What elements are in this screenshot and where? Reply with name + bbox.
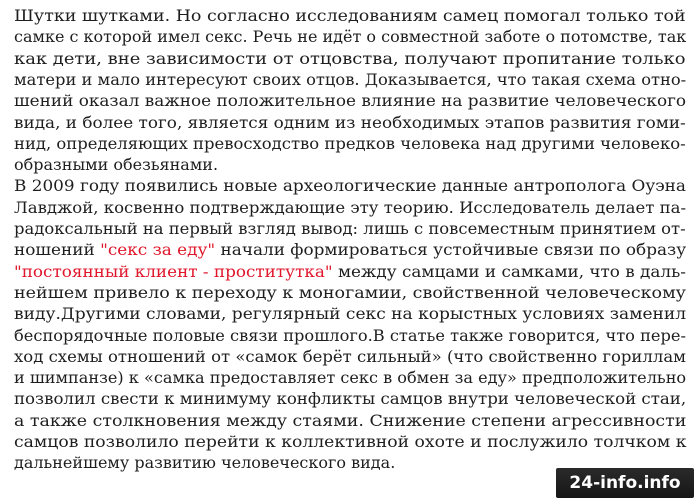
- text-span: нейшем привело к переходу к моногамии, свойственной человеческому: [14, 282, 686, 302]
- text-span: как дети, вне зависимости от отцовства, получают пропитание только: [14, 48, 686, 68]
- text-span: шений оказал важное положительное влияние на развитие человеческого: [14, 91, 687, 111]
- text-line: [14, 430, 687, 453]
- text-span: Шутки шутками. Но согласно исследованиям самец помогал только той: [14, 6, 686, 25]
- text-span: виду.Другими словами, регулярный секс на корыстных условиях заменил: [14, 304, 687, 324]
- text-line: [14, 302, 686, 325]
- text-line: [14, 153, 218, 176]
- text-line: [14, 409, 686, 432]
- text-line: [14, 47, 686, 70]
- text-line: [14, 260, 686, 283]
- text-line: [14, 217, 686, 240]
- text-span: начали формироваться устойчивые связи по образу: [215, 240, 687, 260]
- text-span: В 2009 году появились новые археологические данные антрополога Оуэна: [14, 176, 686, 196]
- text-line: [14, 111, 686, 134]
- text-line: [14, 366, 686, 389]
- text-span: самке с которой имел секс. Речь не идёт о совместной заботе о потомстве, так: [14, 27, 687, 47]
- text-line: [14, 174, 686, 197]
- text-span: между самцами и самками, что в даль-: [332, 261, 686, 281]
- text-span: самцов позволило перейти к коллективной охоте и послужило толчком к: [14, 432, 687, 451]
- text-span: дальнейшему развитию человеческого вида.: [14, 453, 396, 473]
- text-span: ношений: [14, 240, 101, 260]
- text-line: [14, 238, 686, 261]
- text-line: [14, 387, 686, 410]
- text-line: [14, 281, 686, 304]
- text-line: [14, 132, 686, 155]
- text-line: [14, 68, 686, 91]
- text-line: [14, 4, 686, 27]
- text-line: [14, 196, 686, 219]
- text-span: матери и мало интересуют своих отцов. Доказывается, что такая схема отно-: [14, 69, 687, 89]
- text-span: а также столкновения между стаями. Снижение степени агрессивности: [14, 410, 687, 430]
- text-span: Лавджой, косвенно подтверждающие эту теорию. Исследователь делает па-: [14, 197, 687, 217]
- text-line: [14, 89, 686, 112]
- highlighted-phrase: "секс за еду": [100, 240, 216, 260]
- text-line: [14, 451, 395, 474]
- text-line: [14, 25, 686, 48]
- site-watermark: 24-info.info: [556, 468, 694, 498]
- text-span: ход схемы отношений от «самок берёт сильный» (что свойственно гориллам: [14, 346, 686, 366]
- text-span: образными обезьянами.: [14, 155, 219, 175]
- highlighted-phrase: "постоянный клиент - проститутка": [14, 261, 333, 281]
- text-span: радоксальный на первый взгляд вывод: лишь с повсеместным принятием от-: [14, 219, 686, 238]
- text-span: вида, и более того, является одним из необходимых этапов развития гоми-: [14, 112, 686, 132]
- text-span: беспорядочные половые связи прошлого.В статье также говорится, что пере-: [14, 325, 686, 345]
- text-line: [14, 345, 686, 368]
- text-line: [14, 324, 686, 347]
- text-span: нид, определяющих превосходство предков человека над другими человеко-: [14, 133, 686, 153]
- text-span: и шимпанзе) к «самка предоставляет секс в обмен за еду» предположительно: [14, 368, 687, 388]
- text-span: позволил свести к минимуму конфликты самцов внутри человеческой стаи,: [14, 389, 687, 409]
